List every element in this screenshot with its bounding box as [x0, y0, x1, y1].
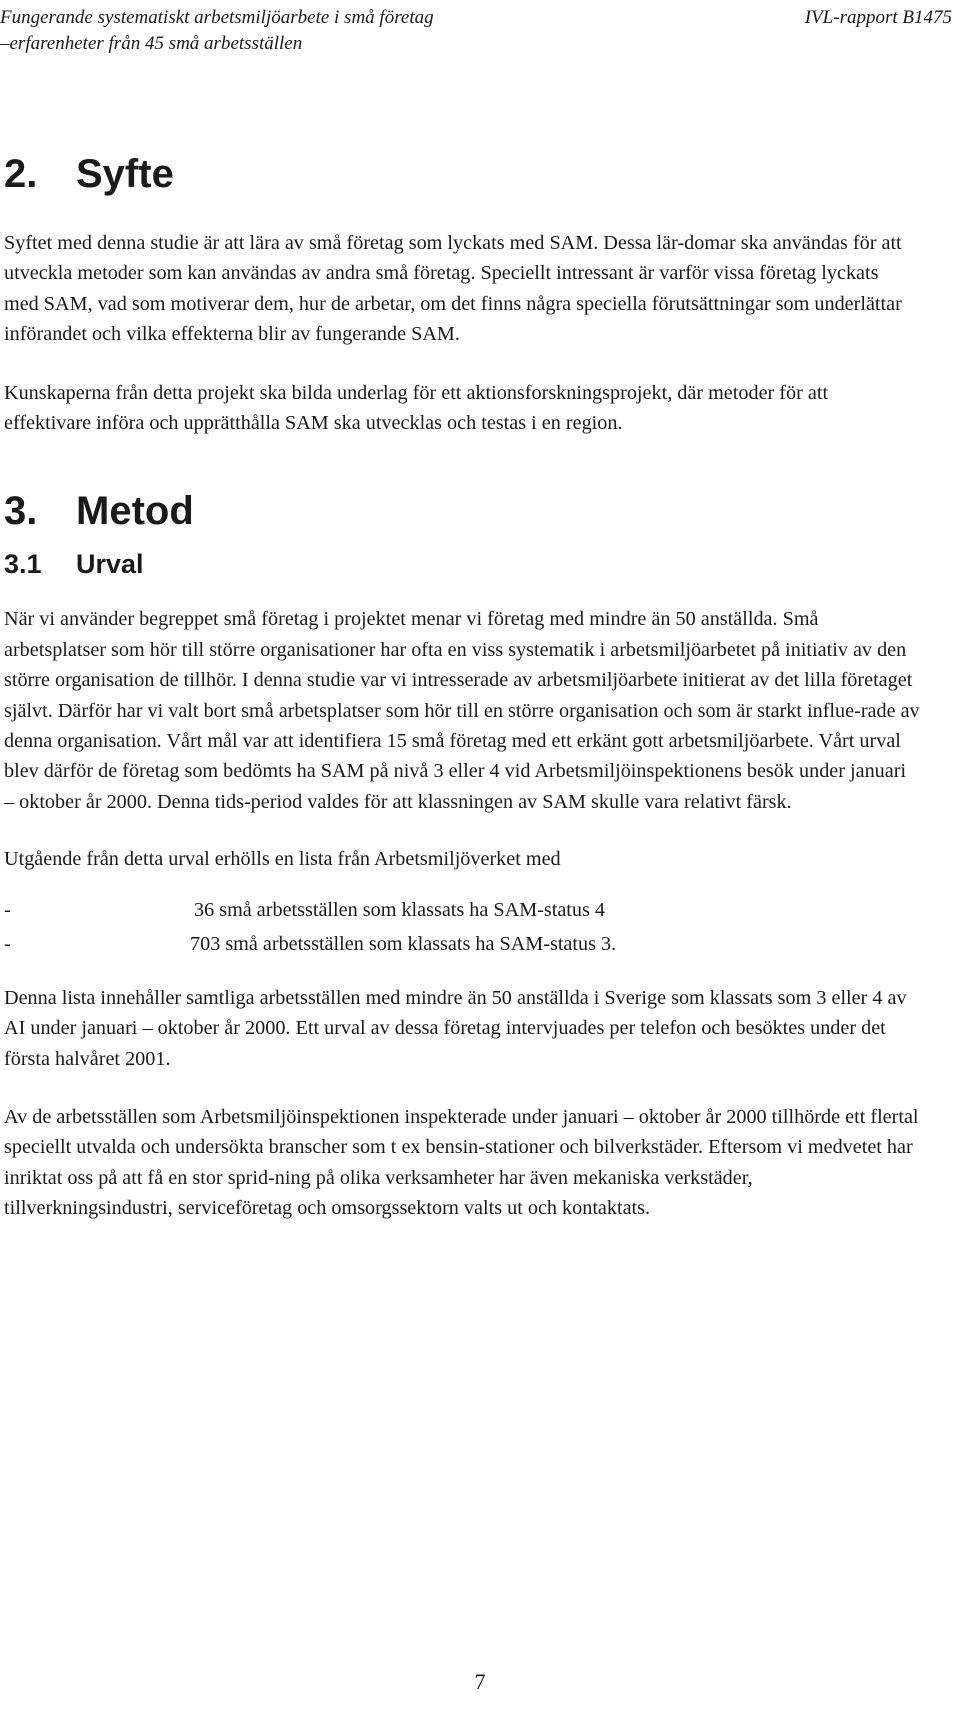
page-number: 7 — [474, 1669, 486, 1694]
section-number: 2. — [4, 152, 38, 196]
list-item-text: 36 små arbetsställen som klassats ha SAM-status 4 — [194, 898, 605, 921]
status-list — [4, 895, 920, 963]
list-dash: - — [4, 898, 11, 921]
list-item — [4, 929, 920, 963]
subsection-3-1-heading — [4, 547, 920, 581]
subsection-title: Urval — [76, 549, 144, 580]
urval-paragraph-3: Denna lista innehåller samtliga arbetsställen med mindre än 50 anställda i Sverige som klassats som 3 eller 4 av AI under januari – oktober år 2000. Ett urval av dessa företag intervjuades per telefon och besöktes under det första halvåret 2001. — [4, 986, 907, 1070]
urval-paragraph-1: När vi använder begreppet små företag i projektet menar vi företag med mindre än 50 anställda. Små arbetsplatser som hör till större organisationer har ofta en viss systematik i arbetsmiljöarbetet på initiativ av den större organisation de tillhör. I denna studie var vi intresserade av arbetsmiljöarbete initierat av det lilla företaget självt. Därför har vi valt bort små arbetsplatser som hör till en större organisation och som är starkt influe-rade av denna organisation. Vårt mål var att identifiera 15 små företag med ett erkänt gott arbetsmiljöarbete. Vårt urval blev därför de företag som bedömts ha SAM på nivå 3 eller 4 vid Arbetsmiljöinspektionens besök under januari – oktober år 2000. Denna tids-period valdes för att klassningen av SAM skulle vara relativt färsk. — [4, 608, 920, 813]
header-title: Fungerande systematiskt arbetsmiljöarbete i små företag — [0, 7, 434, 28]
main-content — [4, 150, 920, 1224]
list-item — [4, 895, 920, 929]
list-item-text: 703 små arbetsställen som klassats ha SAM-status 3. — [190, 932, 617, 955]
section-title: Metod — [76, 489, 194, 534]
header-report-id: IVL-rapport B1475 — [804, 7, 952, 28]
syfte-paragraph-1: Syftet med denna studie är att lära av små företag som lyckats med SAM. Dessa lär-domar ska användas för att utveckla metoder som kan användas av andra små företag. Speciellt intressant är varför vissa företag lyckats med SAM, vad som motiverar dem, hur de arbetar, om det finns några speciella förutsättningar som underlättar införandet och vilka effekterna blir av fungerande SAM. — [4, 232, 902, 346]
syfte-paragraph-2: Kunskaperna från detta projekt ska bilda underlag för ett aktionsforskningsprojekt, där metoder för att effektivare införa och upprätthålla SAM ska utvecklas och testas i en region. — [4, 381, 829, 435]
section-title: Syfte — [76, 152, 174, 196]
header-subtitle: –erfarenheter från 45 små arbetsställen — [0, 33, 303, 54]
section-3-heading — [4, 487, 920, 535]
list-dash: - — [4, 932, 11, 955]
section-2-heading — [4, 150, 920, 198]
urval-paragraph-2: Utgående från detta urval erhölls en lista från Arbetsmiljöverket med — [4, 848, 561, 871]
subsection-number: 3.1 — [4, 549, 42, 580]
urval-paragraph-4: Av de arbetsställen som Arbetsmiljöinspektionen inspekterade under januari – oktober år 2000 tillhörde ett flertal speciellt utvalda och undersökta branscher som t ex bensin-stationer och bilverkstäder. Eftersom vi medvetet har inriktat oss på att få en stor sprid-ning på olika verksamheter har även mekaniska verkstäder, tillverkningsindustri, serviceföretag och omsorgssektorn valts ut och kontaktats. — [4, 1105, 919, 1220]
section-number: 3. — [4, 489, 38, 534]
